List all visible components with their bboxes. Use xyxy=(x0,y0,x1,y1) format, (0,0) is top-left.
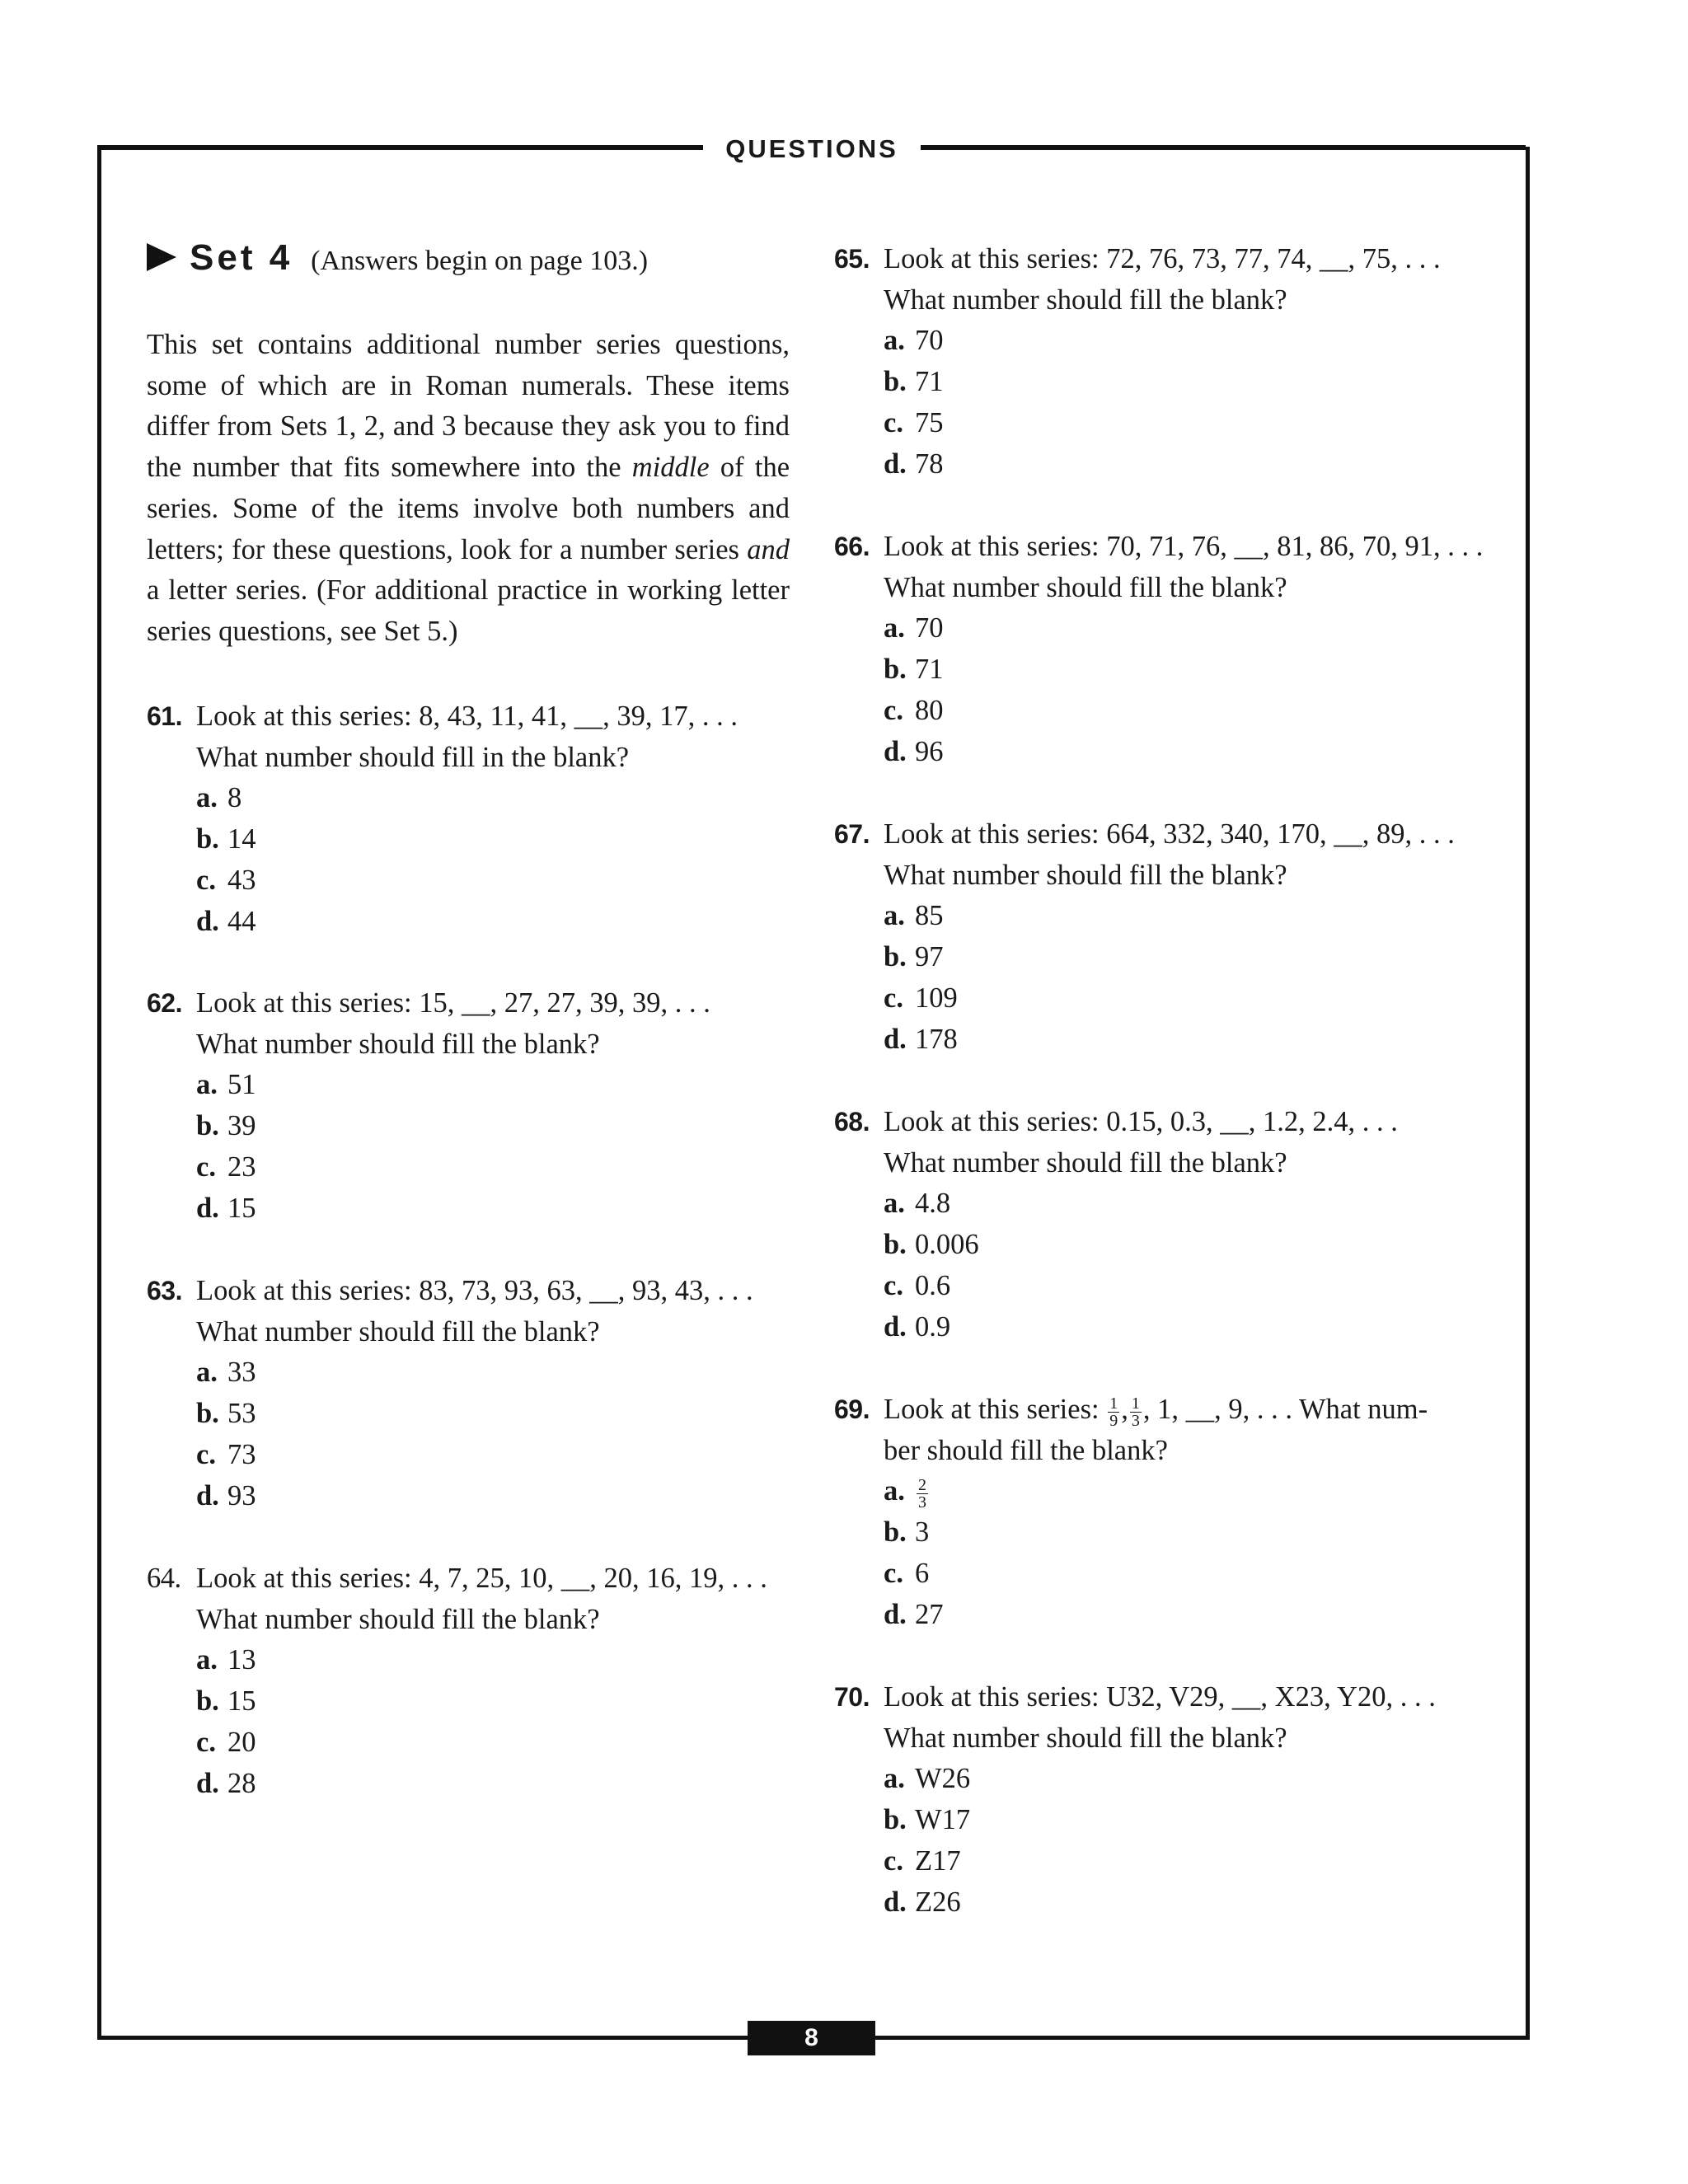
question-61 xyxy=(147,696,738,942)
intro-text: This set contains additional number series questions, some of which are in Roman numerals. These items differ from Sets 1, 2, and 3 because they ask you to find the number that fits somewhere into the xyxy=(147,329,790,484)
option-b[interactable]: b. 14 xyxy=(196,823,256,855)
option-b[interactable]: b. 71 xyxy=(884,366,944,398)
question-stem: Look at this series: 0.15, 0.3, __, 1.2, 2.4, . . . xyxy=(884,1106,1398,1137)
option-b[interactable]: b. 39 xyxy=(196,1110,256,1142)
option-d[interactable]: d. Z26 xyxy=(884,1886,961,1918)
option-d[interactable]: d. 96 xyxy=(884,735,944,767)
set-name: Set 4 xyxy=(190,237,293,278)
set-heading xyxy=(147,237,648,279)
option-a[interactable]: a. W26 xyxy=(884,1763,971,1795)
fraction: $\frac{2}{3}$ xyxy=(918,1475,926,1511)
option-a[interactable]: a. 33 xyxy=(196,1357,256,1389)
intro-text: of the series. Some of the items involve both numbers and letters; for these questions, look for a number series xyxy=(147,452,790,565)
option-a[interactable]: a. 70 xyxy=(884,325,944,357)
option-c[interactable]: c. 43 xyxy=(196,864,256,896)
option-d[interactable]: d. 28 xyxy=(196,1767,256,1799)
question-stem: Look at this series: 664, 332, 340, 170, __, 89, . . . xyxy=(884,818,1455,850)
question-prompt: What number should fill the blank? xyxy=(196,1315,600,1347)
option-c[interactable]: c. 80 xyxy=(884,694,944,726)
question-prompt: What number should fill the blank? xyxy=(884,284,1287,316)
question-stem: Look at this series: 4, 7, 25, 10, __, 20, 16, 19, . . . xyxy=(196,1563,767,1594)
option-a[interactable]: a. 4.8 xyxy=(884,1188,951,1220)
question-68 xyxy=(834,1102,1398,1347)
option-c[interactable]: c. 109 xyxy=(884,982,958,1014)
option-c[interactable]: c. 23 xyxy=(196,1151,256,1183)
option-a[interactable]: a. 85 xyxy=(884,900,944,932)
option-b[interactable]: b. 97 xyxy=(884,941,944,973)
option-d[interactable]: d. 44 xyxy=(196,905,256,937)
question-stem: Look at this series: 83, 73, 93, 63, __, 93, 43, . . . xyxy=(196,1275,753,1306)
question-prompt: What number should fill the blank? xyxy=(196,1028,600,1060)
option-c[interactable]: c. 0.6 xyxy=(884,1269,951,1301)
option-c[interactable]: c. Z17 xyxy=(884,1844,961,1877)
question-67 xyxy=(834,814,1455,1060)
fraction: $\frac{1}{9}$ xyxy=(1109,1394,1118,1430)
question-number: 67. xyxy=(834,819,870,849)
page-number: 8 xyxy=(748,2021,875,2055)
option-d[interactable]: d. 178 xyxy=(884,1023,958,1055)
question-stem: Look at this series: U32, V29, __, X23, Y20, . . . xyxy=(884,1681,1436,1713)
question-prompt: What number should fill in the blank? xyxy=(196,741,630,773)
question-stem: Look at this series: 15, __, 27, 27, 39, 39, . . . xyxy=(196,987,710,1019)
question-prompt: What number should fill the blank? xyxy=(884,859,1287,891)
intro-text: a letter series. (For additional practice in working letter series questions, see Set 5.) xyxy=(147,574,790,647)
question-63 xyxy=(147,1271,753,1516)
option-b[interactable]: b. 71 xyxy=(884,654,944,686)
question-stem: Look at this series: 70, 71, 76, __, 81, 86, 70, 91, . . . xyxy=(884,531,1484,562)
question-stem: Look at this series: $\frac{1}{9}$ , $\frac{1}{3}$ , 1, __, 9, . . . What num- xyxy=(884,1394,1428,1430)
question-65 xyxy=(834,239,1441,485)
fraction: $\frac{1}{3}$ xyxy=(1131,1394,1140,1430)
option-b[interactable]: b. W17 xyxy=(884,1804,971,1836)
option-d[interactable]: d. 0.9 xyxy=(884,1310,951,1343)
intro-emphasis: and xyxy=(747,533,790,565)
question-66 xyxy=(834,527,1483,772)
question-prompt: ber should fill the blank? xyxy=(884,1434,1168,1466)
option-a[interactable]: a. 13 xyxy=(196,1644,256,1676)
set-note: (Answers begin on page 103.) xyxy=(311,246,649,276)
question-69 xyxy=(834,1390,1428,1635)
play-arrow-icon xyxy=(147,243,176,271)
option-a[interactable]: a. 51 xyxy=(196,1069,256,1101)
set-intro xyxy=(147,325,790,653)
question-number: 68. xyxy=(834,1107,870,1137)
option-a[interactable]: a. $\frac{2}{3}$ xyxy=(884,1475,926,1511)
option-c[interactable]: c. 20 xyxy=(196,1726,256,1758)
question-number: 66. xyxy=(834,532,870,561)
question-64 xyxy=(147,1558,767,1804)
question-62 xyxy=(147,983,710,1229)
option-b[interactable]: b. 3 xyxy=(884,1516,930,1549)
option-a[interactable]: a. 70 xyxy=(884,612,944,644)
option-b[interactable]: b. 0.006 xyxy=(884,1229,979,1261)
option-b[interactable]: b. 53 xyxy=(196,1398,256,1430)
option-c[interactable]: c. 6 xyxy=(884,1557,930,1589)
question-stem: Look at this series: 8, 43, 11, 41, __, 39, 17, . . . xyxy=(196,701,738,732)
question-number: 65. xyxy=(834,244,870,274)
question-number: 64. xyxy=(147,1563,181,1594)
option-c[interactable]: c. 75 xyxy=(884,406,944,438)
section-header: QUESTIONS xyxy=(725,134,898,163)
option-d[interactable]: d. 93 xyxy=(196,1479,256,1511)
question-prompt: What number should fill the blank? xyxy=(884,1146,1287,1179)
question-prompt: What number should fill the blank? xyxy=(196,1603,600,1635)
question-number: 61. xyxy=(147,701,182,731)
question-prompt: What number should fill the blank? xyxy=(884,571,1287,603)
question-number: 70. xyxy=(834,1682,870,1712)
question-number: 62. xyxy=(147,988,182,1018)
option-c[interactable]: c. 73 xyxy=(196,1438,256,1470)
option-d[interactable]: d. 78 xyxy=(884,448,944,480)
question-number: 63. xyxy=(147,1276,182,1305)
question-stem: Look at this series: 72, 76, 73, 77, 74, __, 75, . . . xyxy=(884,243,1441,274)
option-a[interactable]: a. 8 xyxy=(196,782,242,814)
option-b[interactable]: b. 15 xyxy=(196,1685,256,1718)
question-number: 69. xyxy=(834,1394,870,1424)
option-d[interactable]: d. 27 xyxy=(884,1598,944,1630)
intro-emphasis: middle xyxy=(631,452,710,484)
question-prompt: What number should fill the blank? xyxy=(884,1722,1287,1754)
option-d[interactable]: d. 15 xyxy=(196,1192,256,1224)
question-70 xyxy=(834,1677,1436,1923)
